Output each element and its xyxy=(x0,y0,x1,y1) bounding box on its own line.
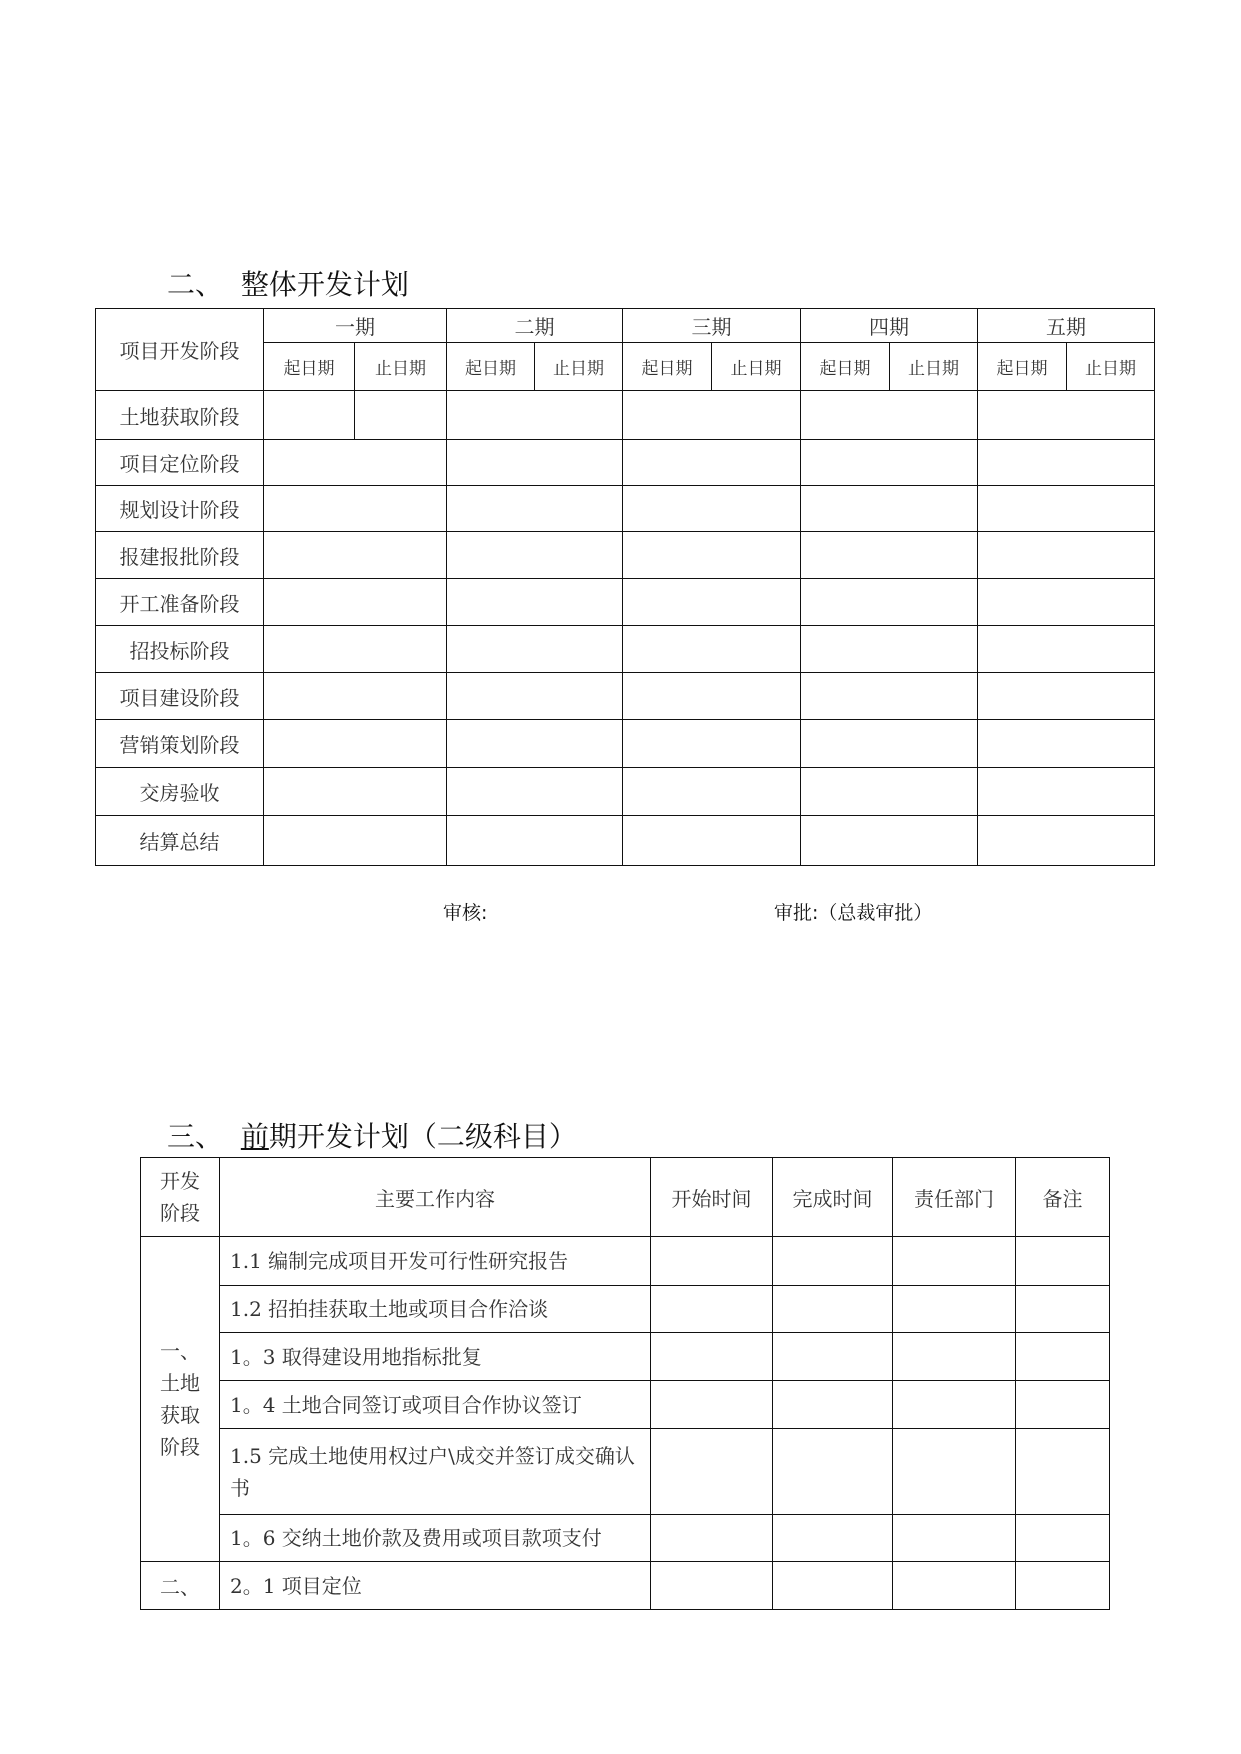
date-cell[interactable] xyxy=(447,486,623,532)
input-cell[interactable] xyxy=(651,1286,773,1333)
stage-label: 营销策划阶段 xyxy=(96,720,264,768)
date-cell[interactable] xyxy=(447,673,623,720)
date-cell[interactable] xyxy=(264,816,447,866)
input-cell[interactable] xyxy=(773,1333,893,1381)
date-cell[interactable] xyxy=(264,486,447,532)
table-row xyxy=(141,1515,1110,1562)
date-cell[interactable] xyxy=(801,391,978,440)
work-item: 1。4 土地合同签订或项目合作协议签订 xyxy=(220,1381,651,1429)
date-cell[interactable] xyxy=(978,673,1155,720)
corner-header: 项目开发阶段 xyxy=(96,309,264,391)
stage-label: 项目建设阶段 xyxy=(96,673,264,720)
date-cell[interactable] xyxy=(801,486,978,532)
date-cell[interactable] xyxy=(447,579,623,626)
work-item: 1。3 取得建设用地指标批复 xyxy=(220,1333,651,1381)
stage-label: 规划设计阶段 xyxy=(96,486,264,532)
start-date-header: 起日期 xyxy=(978,343,1067,391)
section-title: 期开发计划（二级科目） xyxy=(268,1120,577,1153)
date-cell[interactable] xyxy=(447,720,623,768)
date-cell[interactable] xyxy=(447,440,623,486)
table-row xyxy=(96,579,1155,626)
input-cell[interactable] xyxy=(1016,1429,1110,1515)
table-row xyxy=(96,816,1155,866)
date-cell[interactable] xyxy=(264,532,447,579)
table-row xyxy=(141,1237,1110,1286)
input-cell[interactable] xyxy=(773,1286,893,1333)
stage-group-label: 一、土地获取阶段 xyxy=(141,1237,220,1562)
stage-label: 项目定位阶段 xyxy=(96,440,264,486)
input-cell[interactable] xyxy=(773,1381,893,1429)
date-cell[interactable] xyxy=(623,440,801,486)
column-header: 完成时间 xyxy=(773,1158,893,1237)
input-cell[interactable] xyxy=(893,1429,1016,1515)
input-cell[interactable] xyxy=(651,1562,773,1610)
column-header: 开始时间 xyxy=(651,1158,773,1237)
date-cell[interactable] xyxy=(623,768,801,816)
stage-label: 结算总结 xyxy=(96,816,264,866)
date-cell[interactable] xyxy=(801,720,978,768)
date-cell[interactable] xyxy=(978,626,1155,673)
date-cell[interactable] xyxy=(623,579,801,626)
phase-header: 四期 xyxy=(801,309,978,343)
column-header: 责任部门 xyxy=(893,1158,1016,1237)
date-cell[interactable] xyxy=(623,532,801,579)
date-cell[interactable] xyxy=(801,816,978,866)
date-cell[interactable] xyxy=(801,440,978,486)
input-cell[interactable] xyxy=(1016,1286,1110,1333)
date-cell[interactable] xyxy=(264,768,447,816)
work-item: 1。6 交纳土地价款及费用或项目款项支付 xyxy=(220,1515,651,1562)
start-date-header: 起日期 xyxy=(447,343,535,391)
input-cell[interactable] xyxy=(773,1429,893,1515)
date-cell[interactable] xyxy=(447,391,623,440)
input-cell[interactable] xyxy=(1016,1381,1110,1429)
table-row xyxy=(141,1429,1110,1515)
table-row xyxy=(141,1333,1110,1381)
input-cell[interactable] xyxy=(893,1562,1016,1610)
input-cell[interactable] xyxy=(893,1515,1016,1562)
work-item: 2。1 项目定位 xyxy=(220,1562,651,1610)
date-cell[interactable] xyxy=(623,626,801,673)
input-cell[interactable] xyxy=(1016,1515,1110,1562)
input-cell[interactable] xyxy=(773,1237,893,1286)
date-cell[interactable] xyxy=(801,532,978,579)
date-cell[interactable] xyxy=(264,626,447,673)
input-cell[interactable] xyxy=(893,1333,1016,1381)
date-cell[interactable] xyxy=(264,720,447,768)
input-cell[interactable] xyxy=(651,1237,773,1286)
table-row xyxy=(96,440,1155,486)
input-cell[interactable] xyxy=(1016,1237,1110,1286)
date-cell[interactable] xyxy=(447,532,623,579)
date-cell[interactable] xyxy=(447,768,623,816)
input-cell[interactable] xyxy=(893,1237,1016,1286)
date-cell[interactable] xyxy=(801,626,978,673)
date-cell[interactable] xyxy=(801,673,978,720)
column-header: 开发阶段 xyxy=(141,1158,220,1237)
input-cell[interactable] xyxy=(651,1333,773,1381)
stage-label: 招投标阶段 xyxy=(96,626,264,673)
input-cell[interactable] xyxy=(651,1381,773,1429)
end-date-header: 止日期 xyxy=(890,343,978,391)
input-cell[interactable] xyxy=(651,1429,773,1515)
start-date-header: 起日期 xyxy=(264,343,355,391)
review-label: 审核: xyxy=(443,902,488,924)
date-cell[interactable] xyxy=(623,673,801,720)
date-cell[interactable] xyxy=(978,391,1155,440)
work-item: 1.1 编制完成项目开发可行性研究报告 xyxy=(220,1237,651,1286)
section-title-underlined: 前 xyxy=(240,1120,269,1153)
table-row xyxy=(96,391,1155,440)
date-cell[interactable] xyxy=(623,391,801,440)
date-cell[interactable] xyxy=(978,486,1155,532)
approve-label: 审批:（总裁审批） xyxy=(774,902,933,924)
input-cell[interactable] xyxy=(651,1515,773,1562)
end-date-header: 止日期 xyxy=(355,343,447,391)
date-cell[interactable] xyxy=(264,440,447,486)
input-cell[interactable] xyxy=(773,1562,893,1610)
table-row xyxy=(141,1381,1110,1429)
section-title: 整体开发计划 xyxy=(240,268,409,301)
date-cell[interactable] xyxy=(978,816,1155,866)
table-row xyxy=(96,532,1155,579)
phase-header: 二期 xyxy=(447,309,623,343)
end-date-header: 止日期 xyxy=(1067,343,1155,391)
date-cell[interactable] xyxy=(978,440,1155,486)
date-cell[interactable] xyxy=(447,626,623,673)
date-cell[interactable] xyxy=(801,768,978,816)
date-cell[interactable] xyxy=(264,579,447,626)
column-header: 主要工作内容 xyxy=(220,1158,651,1237)
phase-header: 三期 xyxy=(623,309,801,343)
overall-plan-table xyxy=(95,308,1155,866)
date-cell[interactable] xyxy=(978,579,1155,626)
input-cell[interactable] xyxy=(893,1381,1016,1429)
date-cell[interactable] xyxy=(623,486,801,532)
stage-label: 交房验收 xyxy=(96,768,264,816)
work-item: 1.2 招拍挂获取土地或项目合作洽谈 xyxy=(220,1286,651,1333)
header-row xyxy=(141,1158,1110,1237)
start-date-header: 起日期 xyxy=(801,343,890,391)
date-cell[interactable] xyxy=(978,720,1155,768)
table-row xyxy=(96,626,1155,673)
date-cell[interactable] xyxy=(801,579,978,626)
date-cell[interactable] xyxy=(264,673,447,720)
input-cell[interactable] xyxy=(1016,1562,1110,1610)
section-number: 二、 xyxy=(167,268,224,301)
section-number: 三、 xyxy=(167,1120,224,1153)
phase-header: 一期 xyxy=(264,309,447,343)
end-date-header: 止日期 xyxy=(535,343,623,391)
stage-group-label: 二、 xyxy=(141,1562,220,1610)
preliminary-plan-table xyxy=(140,1157,1110,1610)
stage-label: 土地获取阶段 xyxy=(96,391,264,440)
header-row xyxy=(96,309,1155,343)
date-cell[interactable] xyxy=(355,391,447,440)
table-row xyxy=(141,1286,1110,1333)
date-cell[interactable] xyxy=(264,391,355,440)
input-cell[interactable] xyxy=(1016,1333,1110,1381)
work-item: 1.5 完成土地使用权过户\成交并签订成交确认书 xyxy=(220,1429,651,1515)
table-row xyxy=(141,1562,1110,1610)
end-date-header: 止日期 xyxy=(712,343,801,391)
table-row xyxy=(96,720,1155,768)
stage-label: 开工准备阶段 xyxy=(96,579,264,626)
start-date-header: 起日期 xyxy=(623,343,712,391)
date-cell[interactable] xyxy=(978,532,1155,579)
date-cell[interactable] xyxy=(623,720,801,768)
input-cell[interactable] xyxy=(773,1515,893,1562)
table-row xyxy=(96,673,1155,720)
column-header: 备注 xyxy=(1016,1158,1110,1237)
section3-heading xyxy=(167,1115,577,1155)
stage-label: 报建报批阶段 xyxy=(96,532,264,579)
input-cell[interactable] xyxy=(893,1286,1016,1333)
table-row xyxy=(96,486,1155,532)
date-cell[interactable] xyxy=(623,816,801,866)
section2-heading xyxy=(167,263,409,303)
phase-header: 五期 xyxy=(978,309,1155,343)
date-cell[interactable] xyxy=(978,768,1155,816)
date-cell[interactable] xyxy=(447,816,623,866)
table-row xyxy=(96,768,1155,816)
